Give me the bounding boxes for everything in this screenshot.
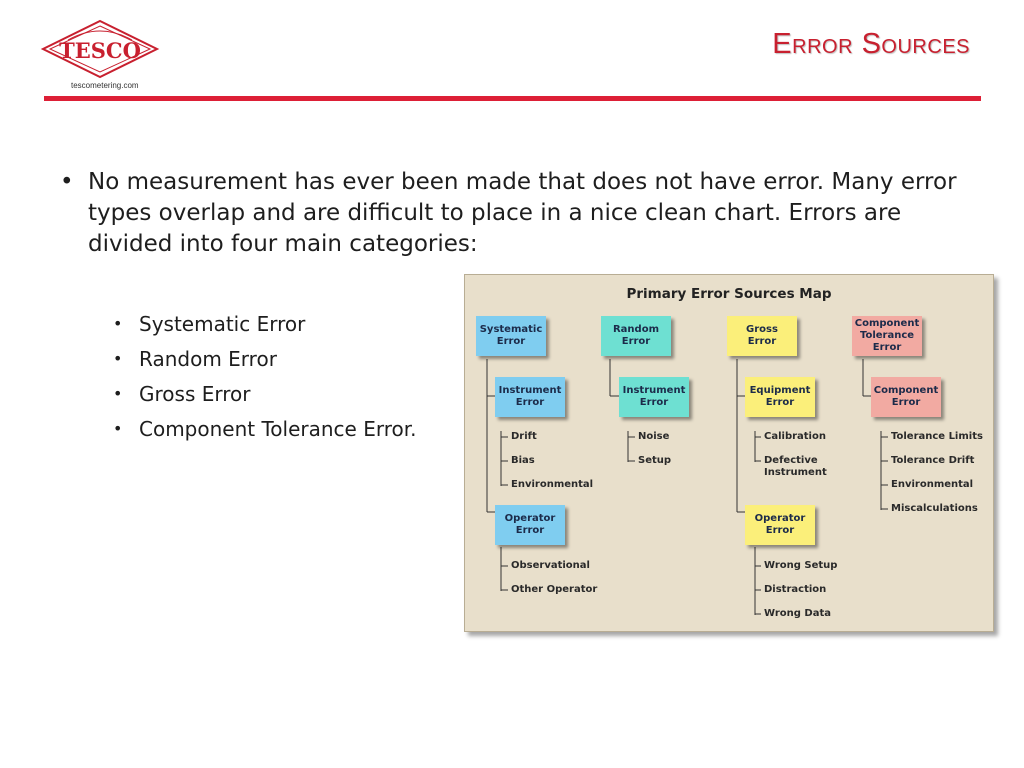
page-title: Error Sources [772,28,970,60]
leaf-wrong-data: Wrong Data [764,608,831,619]
category-list [113,311,416,451]
bullet-icon: • [113,349,123,368]
diagram-title: Primary Error Sources Map [626,286,832,302]
leaf-environmental: Environmental [891,479,974,490]
leaf-wrong-setup: Wrong Setup [764,560,838,571]
list-item-label: Systematic Error [139,312,306,336]
logo-wordmark: TESCO [59,38,141,63]
title-divider [44,96,981,101]
systematic-instrument-error-node: Instrument Error [495,377,565,417]
list-item [113,311,416,346]
list-item [113,346,416,381]
leaf-defective-instrument: Defective Instrument [764,455,827,478]
bullet-icon: • [113,419,123,438]
leaf-miscalculations: Miscalculations [891,503,978,514]
leaf-environmental: Environmental [511,479,594,490]
leaf-tolerance-limits: Tolerance Limits [891,431,983,442]
leaf-drift: Drift [511,431,537,442]
systematic-operator-error-node: Operator Error [495,505,565,545]
gross-equipment-error-node: Equipment Error [745,377,815,417]
leaf-calibration: Calibration [764,431,826,442]
main-bullet [60,167,980,260]
list-item [113,416,416,451]
bullet-icon: • [113,384,123,403]
gross-operator-error-node: Operator Error [745,505,815,545]
leaf-tolerance-drift: Tolerance Drift [891,455,975,466]
leaf-distraction: Distraction [764,584,827,595]
bullet-icon: • [60,169,74,195]
systematic-error-node: Systematic Error [476,316,546,356]
list-item-label: Gross Error [139,382,251,406]
leaf-setup: Setup [638,455,672,466]
main-bullet-text: No measurement has ever been made that does not have error. Many error types overlap and are difficult to place in a nice clean chart. Errors are divided into four main categories: [88,169,957,257]
leaf-noise: Noise [638,431,670,442]
bullet-icon: • [113,314,123,333]
component-tolerance-error-node: Component Tolerance Error [852,316,922,356]
list-item-label: Component Tolerance Error. [139,417,417,441]
leaf-other-operator: Other Operator [511,584,598,595]
random-error-node: Random Error [601,316,671,356]
random-instrument-error-node: Instrument Error [619,377,689,417]
component-error-node: Component Error [871,377,941,417]
list-item-label: Random Error [139,347,277,371]
leaf-bias: Bias [511,455,535,466]
gross-error-node: Gross Error [727,316,797,356]
site-url: tescometering.com [71,81,139,90]
list-item [113,381,416,416]
leaf-observational: Observational [511,560,590,571]
error-sources-map [464,274,994,632]
